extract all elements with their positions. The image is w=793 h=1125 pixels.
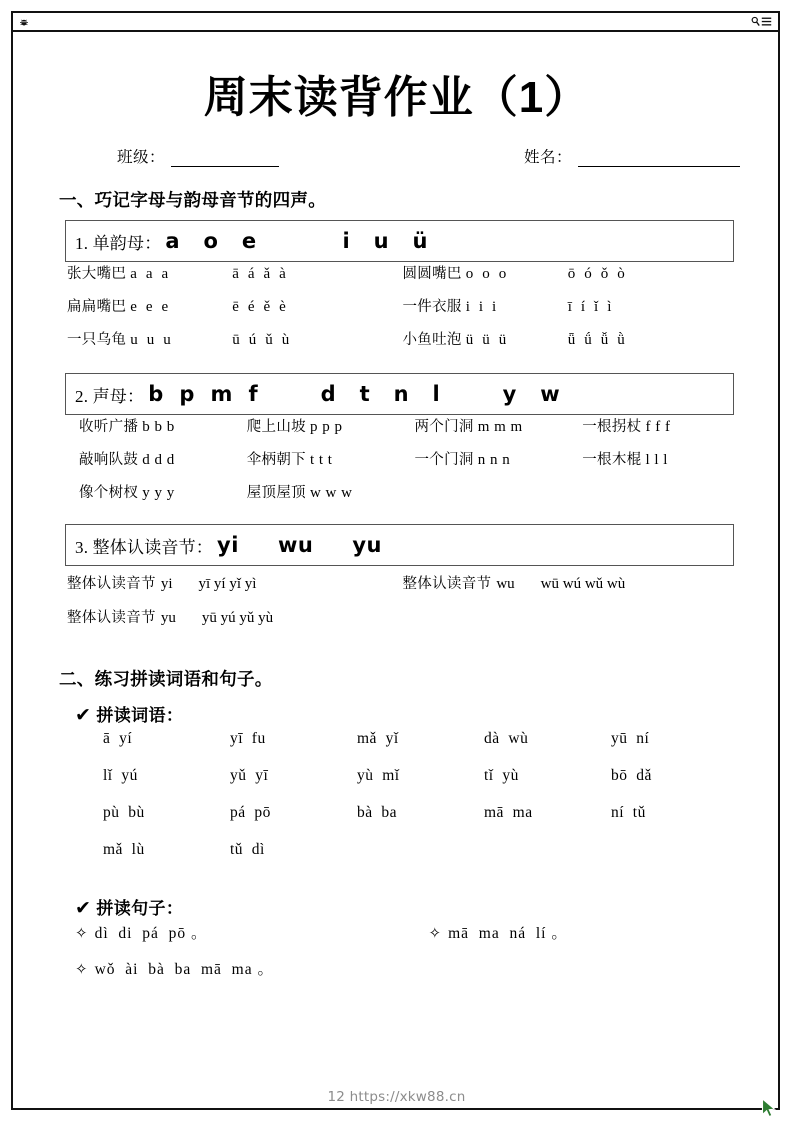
consonant-letters: l l l [645, 452, 668, 469]
toolbar-right-group [751, 16, 772, 27]
vowel-phrase: 扁扁嘴巴 [67, 299, 127, 316]
rule-box-whole-syllables [65, 524, 734, 566]
consonant-row [79, 448, 750, 481]
footer-watermark: 12 https://xkw88.cn [327, 1089, 466, 1105]
bug-icon[interactable] [19, 17, 29, 27]
rule-box-single-finals [65, 220, 734, 262]
name-label: 姓名： [523, 149, 572, 167]
vowel-base-letters: ü ü ü [465, 332, 507, 349]
consonant-phrase: 一根木棍 [582, 452, 642, 469]
vowel-tones: ō ó ǒ ò [567, 266, 626, 283]
word-cell: tǔ dì [230, 841, 265, 859]
vowel-row [67, 262, 738, 295]
vowel-row [67, 328, 738, 361]
consonant-row [79, 415, 750, 448]
search-icon[interactable] [751, 16, 760, 27]
vowel-tones: ū ú ǔ ù [232, 332, 290, 349]
sentence-text: mā ma ná lí 。 [448, 925, 568, 943]
syllable-tones: wū wú wǔ wù [540, 576, 626, 593]
sentence-text: wǒ ài bà ba mā ma 。 [94, 961, 274, 979]
consonant-mnemonic-block [79, 415, 750, 514]
word-row [103, 730, 738, 767]
word-cell: ní tǔ [611, 804, 646, 822]
vowel-row [67, 295, 738, 328]
word-cell: dà wù [484, 730, 529, 748]
consonant-letters: b b b [142, 419, 175, 436]
check-icon: ✔ [75, 704, 92, 727]
rule-box-letters: b p m f d t n l y w [148, 382, 561, 407]
sentence-cell [75, 957, 407, 979]
page-title: 周末读背作业（1） [203, 73, 590, 122]
word-cell: tǐ yù [484, 767, 519, 785]
consonant-phrase: 屋顶屋顶 [246, 485, 306, 502]
vowel-cell [403, 262, 739, 283]
name-field [524, 145, 740, 167]
word-cell: yǔ yī [230, 767, 269, 785]
consonant-phrase: 伞柄朝下 [246, 452, 306, 469]
vowel-tones: ē é ě è [232, 299, 287, 316]
section-heading-one: 一、巧记字母与韵母音节的四声。 [59, 190, 326, 211]
word-cell: bō dǎ [611, 767, 652, 785]
vowel-cell [67, 295, 403, 316]
vowel-tones: ī í ǐ ì [567, 299, 612, 316]
vowel-base-letters: e e e [130, 299, 169, 316]
syllable-base: yu [160, 610, 176, 627]
syllable-phrase: 整体认读音节 [67, 576, 156, 593]
syllable-cell [67, 606, 403, 627]
consonant-cell [247, 415, 415, 436]
word-cell: lǐ yú [103, 767, 138, 785]
vowel-base-letters: i i i [465, 299, 497, 316]
rule-box-label: 2. 声母： [75, 386, 145, 406]
rule-box-letters: yi wu yu [217, 533, 382, 558]
vowel-base-letters: u u u [130, 332, 172, 349]
syllable-mnemonic-block [67, 572, 738, 640]
vowel-cell [403, 295, 739, 316]
consonant-letters: w w w [309, 485, 353, 502]
syllable-cell [67, 572, 403, 593]
vowel-base-letters: o o o [465, 266, 507, 283]
rule-box-letters: a o e i u ü [165, 229, 428, 254]
consonant-cell [247, 448, 415, 469]
word-row [103, 841, 738, 878]
vowel-cell [403, 328, 739, 349]
consonant-cell [415, 448, 583, 469]
word-cell: bà ba [357, 804, 398, 822]
word-cell: pù bù [103, 804, 145, 822]
word-cell: yū ní [611, 730, 650, 748]
word-cell: mǎ yǐ [357, 730, 399, 748]
consonant-cell [79, 481, 247, 502]
menu-icon[interactable] [761, 16, 772, 27]
vowel-phrase: 一件衣服 [402, 299, 462, 316]
rule-box-label: 1. 单韵母： [75, 233, 162, 253]
syllable-base: yi [160, 576, 173, 593]
viewer-toolbar [13, 13, 778, 32]
sentence-text: dì di pá pō 。 [94, 925, 208, 943]
subheading-label: 拼读词语： [96, 706, 184, 726]
sentence-cell [75, 921, 385, 943]
sentence-row [75, 957, 738, 993]
vowel-phrase: 小鱼吐泡 [402, 332, 462, 349]
sentence-practice-block [75, 921, 738, 993]
syllable-phrase: 整体认读音节 [67, 610, 156, 627]
document-viewer-window [11, 11, 780, 1110]
class-field [117, 145, 279, 167]
consonant-letters: y y y [142, 485, 175, 502]
vowel-tones: ā á ǎ à [232, 266, 287, 283]
word-cell: mǎ lù [103, 841, 145, 859]
word-cell: mā ma [484, 804, 533, 822]
consonant-cell [79, 448, 247, 469]
worksheet-page [15, 34, 778, 1108]
consonant-phrase: 收听广播 [79, 419, 139, 436]
subheading-sentence-practice [75, 894, 778, 919]
word-practice-grid [103, 730, 738, 878]
consonant-phrase: 敲响队鼓 [79, 452, 139, 469]
syllable-phrase: 整体认读音节 [402, 576, 492, 593]
vowel-base-letters: a a a [130, 266, 169, 283]
syllable-tones: yī yí yǐ yì [198, 576, 257, 593]
consonant-cell [79, 415, 247, 436]
consonant-cell [415, 415, 583, 436]
subheading-label: 拼读句子： [96, 899, 184, 919]
consonant-phrase: 一个门洞 [414, 452, 474, 469]
word-cell: ā yí [103, 730, 133, 748]
consonant-phrase: 像个树杈 [79, 485, 139, 502]
diamond-bullet-icon: ✧ [428, 924, 442, 943]
rule-box-initials [65, 373, 734, 415]
subheading-word-practice [75, 701, 778, 726]
word-cell: yī fu [230, 730, 266, 748]
vowel-phrase: 一只乌龟 [67, 332, 127, 349]
syllable-tones: yū yú yǔ yù [201, 610, 274, 627]
sentence-row [75, 921, 738, 957]
class-input-blank[interactable] [171, 153, 279, 167]
vowel-cell [67, 328, 403, 349]
consonant-letters: f f f [645, 419, 671, 436]
syllable-cell [403, 572, 739, 593]
syllable-row [67, 606, 738, 640]
word-cell: pá pō [230, 804, 271, 822]
name-input-blank[interactable] [578, 153, 740, 167]
vowel-tones: ǖ ǘ ǚ ǜ [567, 332, 626, 349]
section-heading-two: 二、练习拼读词语和句子。 [59, 669, 273, 690]
diamond-bullet-icon: ✧ [75, 960, 88, 979]
consonant-cell [582, 415, 750, 436]
consonant-phrase: 一根拐杖 [582, 419, 642, 436]
consonant-letters: m m m [477, 419, 523, 436]
rule-box-label: 3. 整体认读音节： [75, 537, 213, 557]
consonant-letters: d d d [142, 452, 175, 469]
check-icon: ✔ [75, 897, 92, 920]
sentence-cell [385, 921, 739, 943]
consonant-phrase: 爬上山坡 [246, 419, 306, 436]
syllable-row [67, 572, 738, 606]
consonant-cell [247, 481, 415, 502]
consonant-row [79, 481, 750, 514]
class-label: 班级： [117, 149, 166, 167]
consonant-cell [582, 448, 750, 469]
consonant-phrase: 两个门洞 [414, 419, 474, 436]
word-cell: yù mǐ [357, 767, 400, 785]
word-row [103, 767, 738, 804]
consonant-letters: n n n [477, 452, 511, 469]
vowel-cell [67, 262, 403, 283]
vowel-mnemonic-block [67, 262, 738, 361]
student-info-row [15, 145, 778, 167]
vowel-phrase: 圆圆嘴巴 [402, 266, 462, 283]
consonant-letters: p p p [309, 419, 343, 436]
vowel-phrase: 张大嘴巴 [67, 266, 127, 283]
syllable-base: wu [496, 576, 515, 593]
diamond-bullet-icon: ✧ [75, 924, 88, 943]
consonant-letters: t t t [309, 452, 333, 469]
word-row [103, 804, 738, 841]
